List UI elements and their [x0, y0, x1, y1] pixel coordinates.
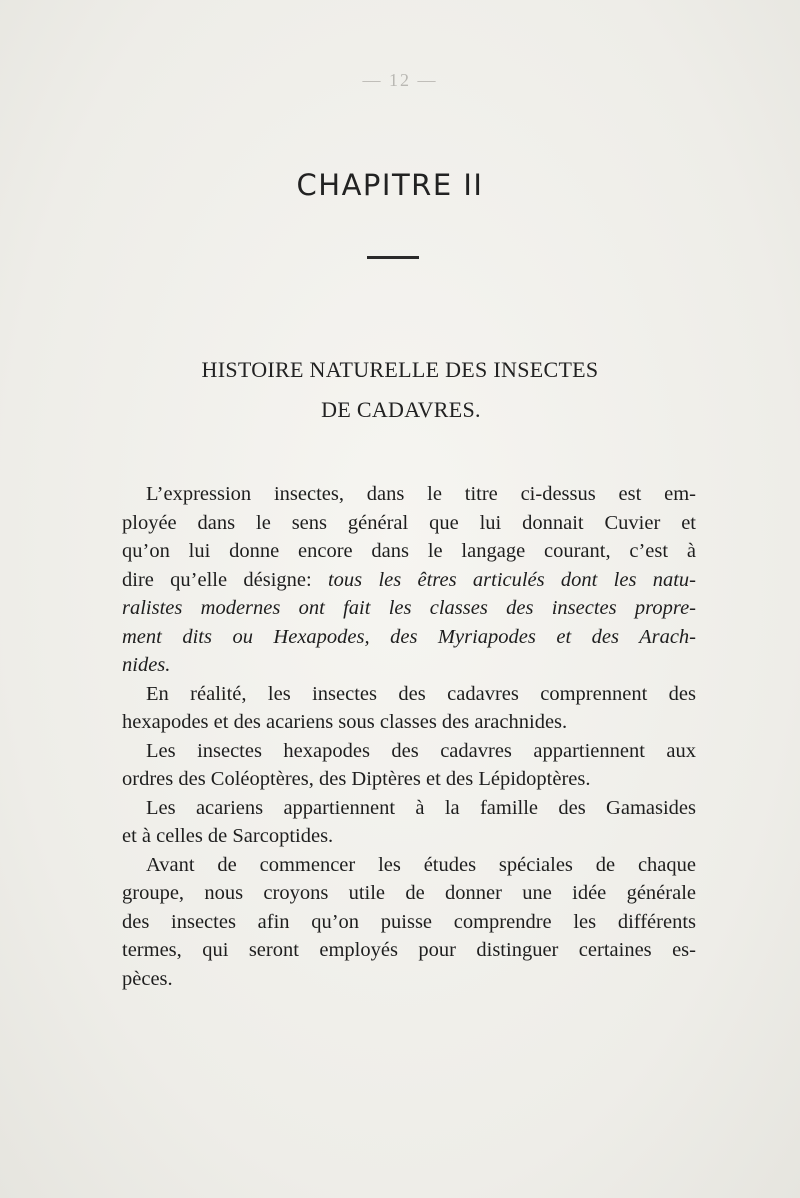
section-title-line-2: DE CADAVRES.: [321, 397, 481, 422]
paragraph-4: [122, 794, 696, 851]
text-line: Avant de commencer les études spéciales de chaque: [146, 853, 696, 876]
text-line: En réalité, les insectes des cadavres comprennent des: [146, 682, 696, 705]
paragraph-1: [122, 480, 696, 680]
text-fragment: dire qu’elle désigne:: [122, 568, 328, 591]
italic-text-line: ralistes modernes ont fait les classes des insectes propre-: [122, 597, 696, 619]
text-line: ordres des Coléoptères, des Diptères et des Lépidoptères.: [122, 768, 591, 790]
text-line: Les insectes hexapodes des cadavres appartiennent aux: [146, 739, 696, 762]
text-line: Les acariens appartiennent à la famille des Gamasides: [146, 796, 696, 819]
text-line: ployée dans le sens général que lui donnait Cuvier et: [122, 511, 696, 534]
text-line: termes, qui seront employés pour distinguer certaines es-: [122, 939, 696, 961]
paragraph-3: [122, 737, 696, 794]
text-line: hexapodes et des acariens sous classes des arachnides.: [122, 711, 568, 733]
paragraph-2: [122, 680, 696, 737]
italic-text-line: nides.: [122, 654, 171, 676]
text-line: et à celles de Sarcoptides.: [122, 825, 334, 847]
text-line: groupe, nous croyons utile de donner une idée générale: [122, 882, 696, 904]
page-number: — 12 —: [362, 70, 438, 90]
text-line: [122, 566, 696, 595]
section-title-line-1: HISTOIRE NATURELLE DES INSECTES: [201, 357, 599, 382]
title-rule: [367, 256, 419, 259]
section-title: [0, 350, 800, 430]
text-line: qu’on lui donne encore dans le langage courant, c’est à: [122, 540, 696, 562]
italic-text-fragment: tous les êtres articulés dont les natu-: [327, 568, 696, 591]
text-line: des insectes afin qu’on puisse comprendre les différents: [122, 910, 696, 933]
body-text: [122, 480, 696, 993]
italic-text-line: ment dits ou Hexapodes, des Myriapodes et des Arach-: [122, 625, 696, 648]
paragraph-5: [122, 851, 696, 994]
text-line: L’expression insectes, dans le titre ci-dessus est em-: [146, 483, 696, 505]
text-line: pèces.: [122, 967, 173, 990]
chapter-title: CHAPITRE II: [296, 168, 484, 202]
